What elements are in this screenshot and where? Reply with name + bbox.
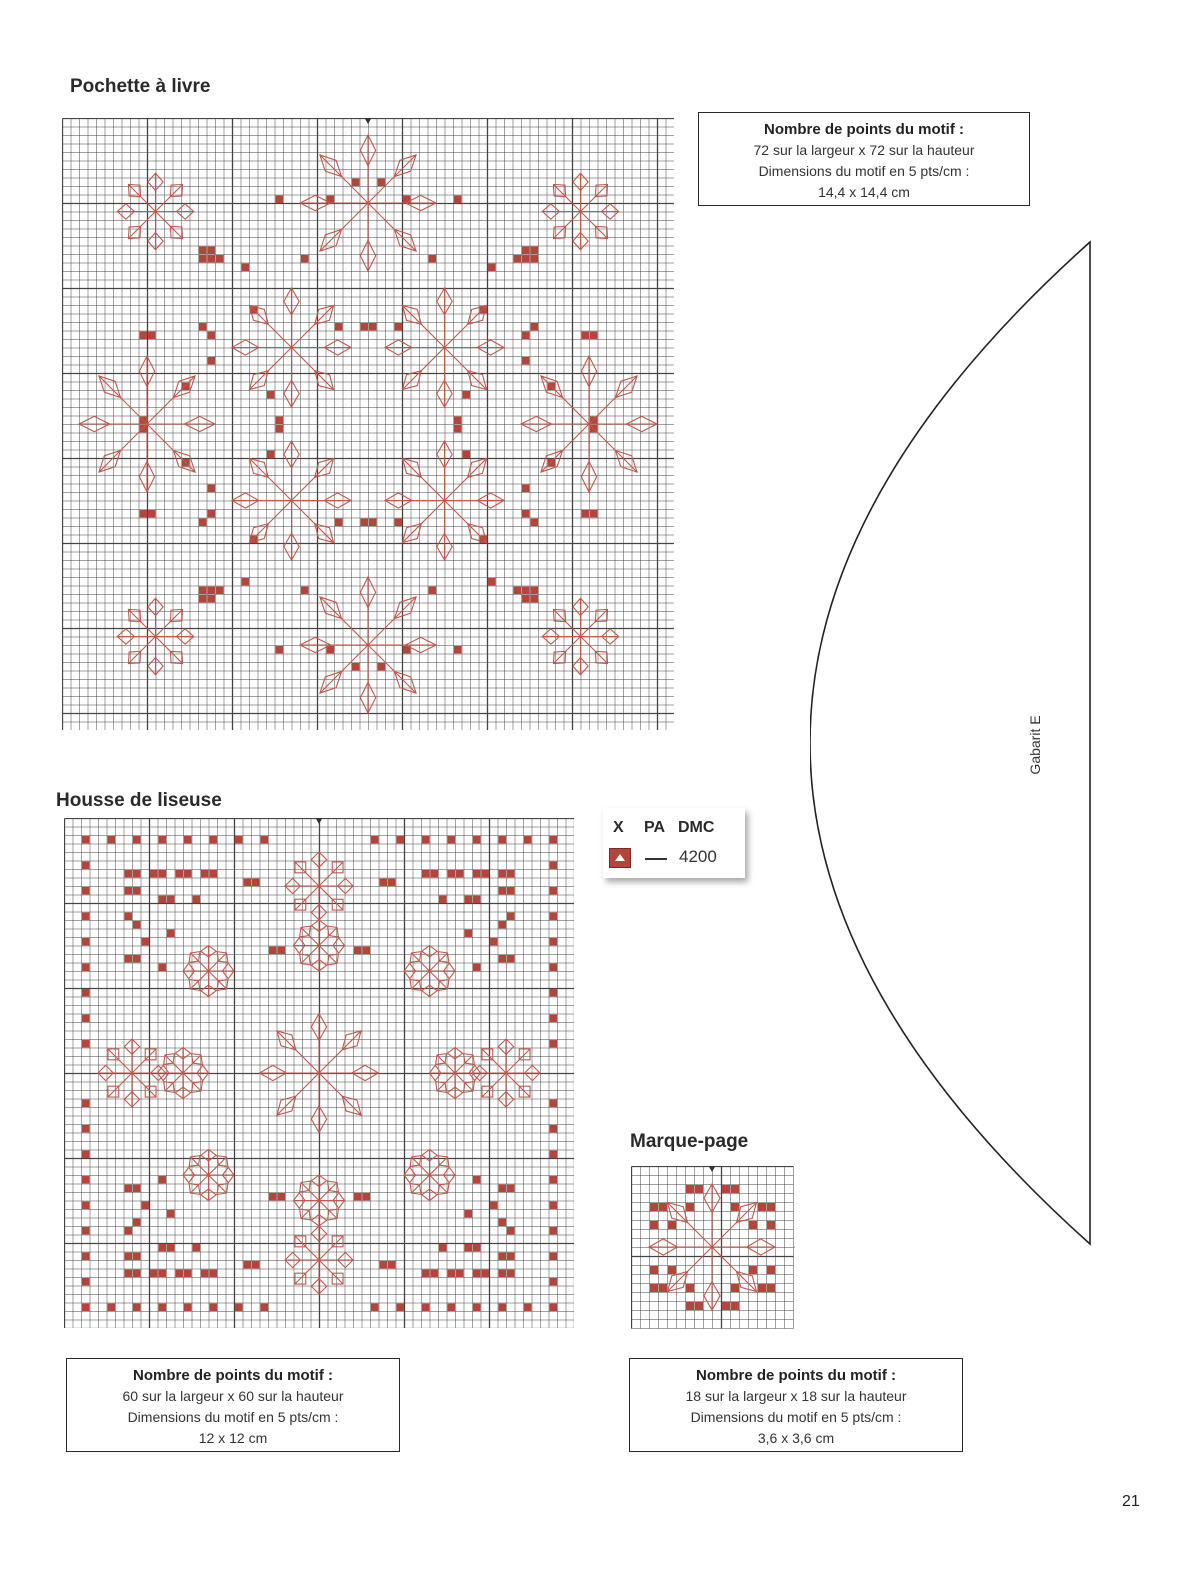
info-box-marque-page — [629, 1358, 963, 1452]
dimensions-value: 3,6 x 3,6 cm — [757, 1430, 835, 1446]
dimensions-label: Dimensions du motif en 5 pts/cm : — [758, 163, 970, 179]
page-number: 21 — [1122, 1493, 1140, 1510]
stitch-count: 60 sur la largeur x 60 sur la hauteur — [122, 1388, 344, 1404]
stitch-count: 18 sur la largeur x 18 sur la hauteur — [685, 1388, 907, 1404]
dmc-code: 4200 — [679, 847, 717, 866]
chart-pochette — [62, 118, 674, 730]
backstitch-dash — [645, 858, 667, 860]
info-box-title: Nombre de points du motif : — [133, 1367, 333, 1384]
info-box-title: Nombre de points du motif : — [764, 121, 964, 138]
dimensions-label: Dimensions du motif en 5 pts/cm : — [690, 1409, 902, 1425]
section-title-housse: Housse de liseuse — [56, 790, 222, 811]
grid-marque-page — [631, 1166, 795, 1330]
grid-pochette — [62, 118, 674, 730]
info-box-title: Nombre de points du motif : — [696, 1367, 896, 1384]
triangle-up-icon — [615, 854, 625, 861]
color-legend — [603, 808, 745, 878]
template-shape — [810, 238, 1100, 1248]
chart-marque-page — [631, 1166, 795, 1330]
legend-col-pa: PA — [644, 819, 666, 836]
info-box-housse — [66, 1358, 400, 1452]
section-title-pochette: Pochette à livre — [70, 76, 211, 97]
legend-col-dmc: DMC — [678, 819, 715, 836]
legend-col-x: X — [613, 819, 624, 836]
dimensions-value: 14,4 x 14,4 cm — [818, 184, 910, 200]
dimensions-label: Dimensions du motif en 5 pts/cm : — [127, 1409, 339, 1425]
template-label: Gabarit E — [1027, 715, 1043, 775]
stitch-count: 72 sur la largeur x 72 sur la hauteur — [753, 142, 975, 158]
section-title-marque-page: Marque-page — [630, 1131, 749, 1152]
info-box-pochette — [698, 112, 1030, 206]
stitch-swatch — [609, 848, 631, 868]
chart-housse — [64, 818, 574, 1328]
dimensions-value: 12 x 12 cm — [198, 1430, 268, 1446]
grid-housse — [64, 818, 574, 1328]
